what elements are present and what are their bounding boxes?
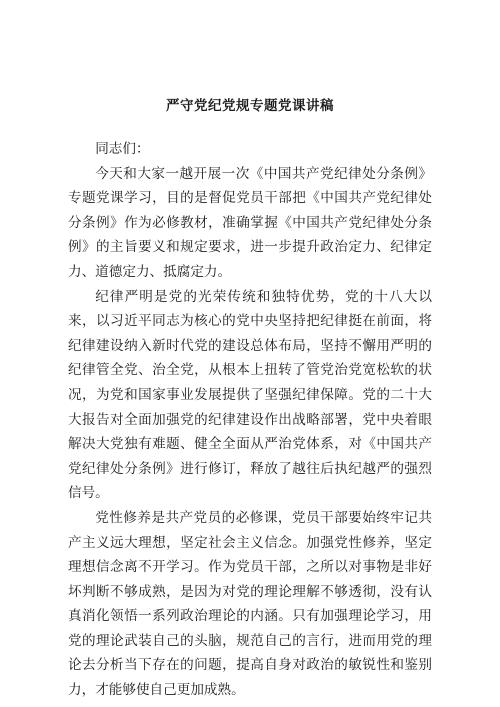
paragraph-1: 今天和大家一越开展一次《中国共产党纪律处分条例》专题党课学习，目的是督促党员干部把《中国共产党纪律处分条例》作为必修教材，准确掌握《中国共产党纪律处分条例》的主旨要义和规定要求，进一步提升政治定力、纪律定力、道德定力、抵腐定力。 — [68, 165, 432, 280]
paragraph-3: 党性修养是共产党员的必修课，党员干部要始终牢记共产主义远大理想，坚定社会主义信念。加强党性修养，坚定理想信念离不开学习。作为党员干部，之所以对事物是非好坏判断不够成熟，是因为对党的理论理解不够透彻，没有认真消化领悟一系列政治理论的内涵。只有加强理论学习，用党的理论武装自己的头脑，规范自己的言行，进而用党的理论去分析当下存在的问题，提高自身对政治的敏锐性和鉴别力，才能够使自己更加成熟。 — [68, 509, 432, 699]
paragraph-2: 纪律严明是党的光荣传统和独特优势，党的十八大以来，以习近平同志为核心的党中央坚持把纪律挺在前面，将纪律建设纳入新时代党的建设总体布局，坚持不懈用严明的纪律管全党、治全党，从根本上扭转了管党治党宽松软的状况，为党和国家事业发展提供了坚强纪律保障。党的二十大大报告对全面加强党的纪律建设作出战略部署，党中央着眼解决大党独有难题、健全全面从严治党体系，对《中国共产党纪律处分条例》进行修订，释放了越往后执纪越严的强烈信号。 — [68, 288, 432, 502]
salutation: 同志们： — [95, 141, 150, 157]
document-body — [68, 137, 432, 703]
document-title: 严守党纪党规专题党课讲稿 — [166, 98, 334, 114]
